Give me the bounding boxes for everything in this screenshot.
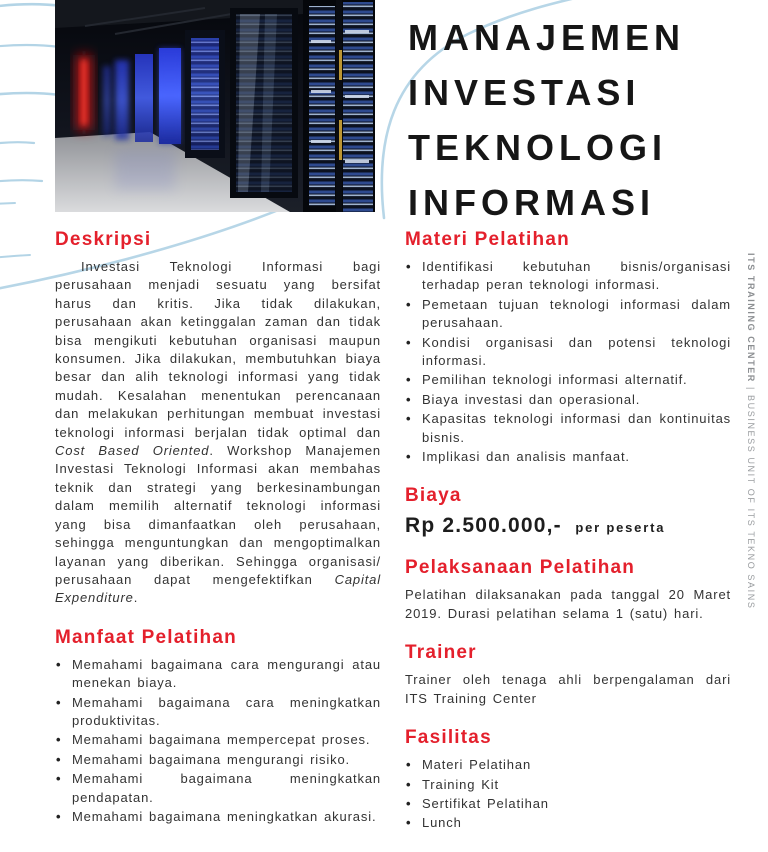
list-item: • Materi Pelatihan bbox=[405, 756, 731, 774]
section-fasilitas bbox=[405, 727, 731, 833]
deskripsi-paragraph: Investasi Teknologi Informasi bagi perusahaan menjadi sesuatu yang bersifat harus dan kritis. Jika tidak dilakukan, perusahaan akan ketinggalan zaman dan tidak bisa mengikuti kebutuhan organisasi maupun konsumen. Jika dilakukan, membutuhkan biaya besar dan alih teknologi informasi yang tidak mudah. Kesalahan menentukan perencanaan dan melakukan perhitungan membuat investasi teknologi informasi berjalan tidak optimal dan Cost Based Oriented. Workshop Manajemen Investasi Teknologi Informasi akan membahas teknik dan strategi yang berkesinambungan dalam memilih alternatif teknologi informasi yang bisa dimanfaatkan oleh perusahaan, sehingga menguntungkan dan mengoptimalkan layanan yang diberikan. Sehingga organisasi/ perusahaan dapat mengefektifkan Capital Expenditure. bbox=[55, 259, 381, 606]
list-item: • Memahami bagaimana meningkatkan pendapatan. bbox=[55, 770, 381, 807]
biaya-heading: Biaya bbox=[405, 485, 462, 507]
price-unit: per peserta bbox=[575, 520, 666, 536]
list-item: • Memahami bagaimana mempercepat proses. bbox=[55, 731, 381, 749]
list-item: • Lunch bbox=[405, 814, 731, 832]
section-trainer bbox=[405, 642, 731, 708]
list-item: • Kapasitas teknologi informasi dan kontinuitas bisnis. bbox=[405, 410, 731, 447]
list-item: • Memahami bagaimana cara mengurangi atau menekan biaya. bbox=[55, 656, 381, 693]
page-title-line: MANAJEMEN bbox=[408, 17, 686, 58]
list-item: • Sertifikat Pelatihan bbox=[405, 795, 731, 813]
list-item: • Biaya investasi dan operasional. bbox=[405, 391, 731, 409]
manfaat-heading: Manfaat Pelatihan bbox=[55, 626, 237, 648]
list-item: • Memahami bagaimana cara meningkatkan produktivitas. bbox=[55, 694, 381, 731]
brand-name: ITS TRAINING CENTER bbox=[746, 253, 756, 383]
section-deskripsi bbox=[55, 229, 381, 608]
trainer-body: Trainer oleh tenaga ahli berpengalaman dari ITS Training Center bbox=[405, 672, 731, 706]
right-column bbox=[405, 229, 731, 852]
list-item: • Implikasi dan analisis manfaat. bbox=[405, 448, 731, 466]
list-item: • Identifikasi kebutuhan bisnis/organisasi terhadap peran teknologi informasi. bbox=[405, 258, 731, 295]
price-line bbox=[405, 514, 731, 538]
price-value: Rp 2.500.000,- bbox=[405, 514, 562, 538]
left-column bbox=[55, 229, 381, 845]
list-item: • Kondisi organisasi dan potensi teknologi informasi. bbox=[405, 334, 731, 371]
list-item: • Memahami bagaimana meningkatkan akurasi. bbox=[55, 808, 381, 826]
section-materi bbox=[405, 229, 731, 466]
fasilitas-heading: Fasilitas bbox=[405, 727, 492, 749]
list-item: • Pemilihan teknologi informasi alternatif. bbox=[405, 371, 731, 389]
page-title bbox=[408, 10, 748, 230]
brand-tagline: | BUSINESS UNIT OF ITS TEKNO SAINS bbox=[746, 382, 756, 610]
list-item: • Memahami bagaimana mengurangi risiko. bbox=[55, 751, 381, 769]
section-manfaat bbox=[55, 627, 381, 827]
materi-list bbox=[405, 258, 731, 466]
trainer-heading: Trainer bbox=[405, 642, 477, 664]
materi-heading: Materi Pelatihan bbox=[405, 229, 570, 250]
page-title-line: INVESTASI bbox=[408, 72, 641, 113]
deskripsi-heading: Deskripsi bbox=[55, 229, 152, 250]
pelaksanaan-heading: Pelaksanaan Pelatihan bbox=[405, 557, 636, 579]
server-room-photo bbox=[55, 0, 375, 212]
section-biaya bbox=[405, 485, 731, 538]
page-title-line: INFORMASI bbox=[408, 182, 655, 223]
manfaat-list bbox=[55, 656, 381, 827]
list-item: • Pemetaan tujuan teknologi informasi dalam perusahaan. bbox=[405, 296, 731, 333]
page-title-line: TEKNOLOGI bbox=[408, 127, 667, 168]
list-item: • Training Kit bbox=[405, 776, 731, 794]
fasilitas-list bbox=[405, 756, 731, 833]
section-pelaksanaan bbox=[405, 557, 731, 623]
pelaksanaan-body: Pelatihan dilaksanakan pada tanggal 20 Maret 2019. Durasi pelatihan selama 1 (satu) hari. bbox=[405, 587, 731, 621]
vertical-brand-text bbox=[746, 253, 756, 610]
